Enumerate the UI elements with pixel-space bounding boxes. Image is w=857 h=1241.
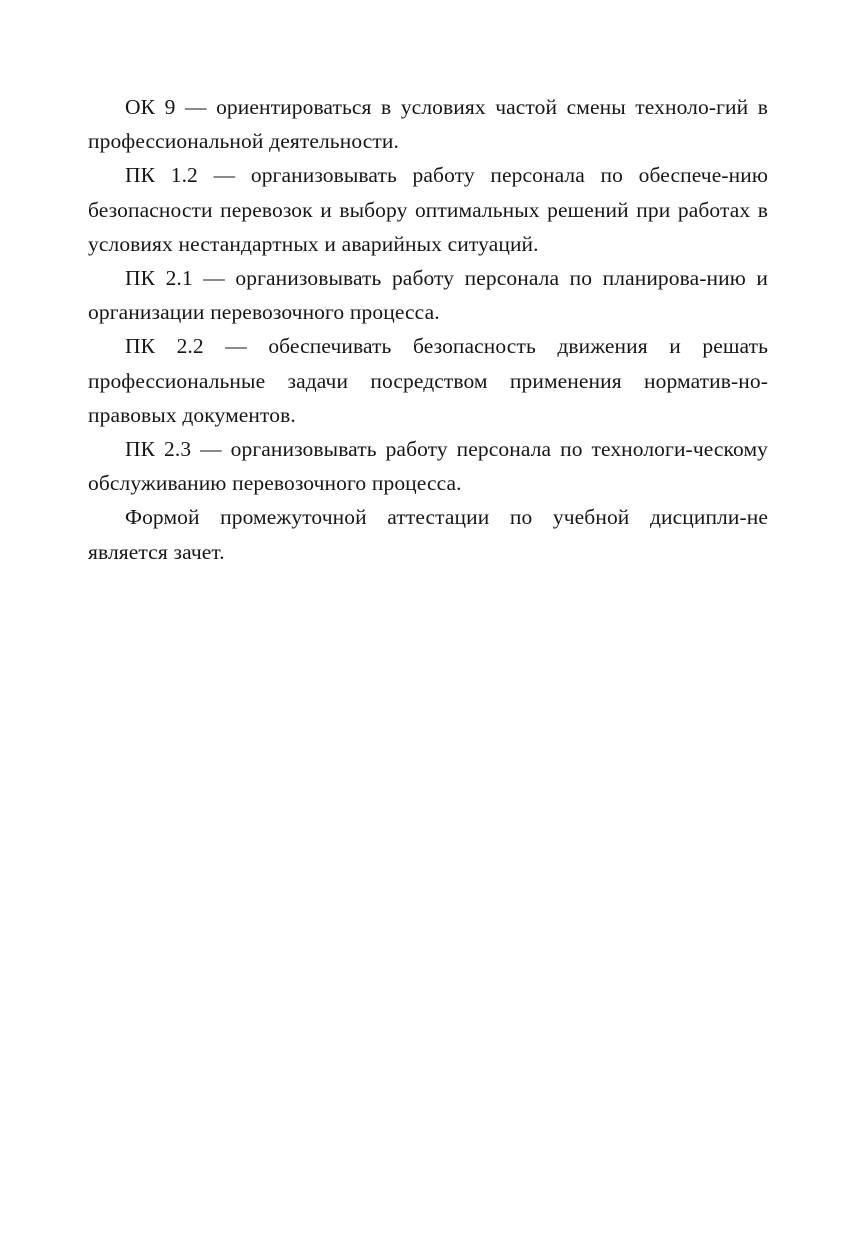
paragraph-pk-2-1: ПК 2.1 — организовывать работу персонала по планирова-нию и организации перевозочного процесса. (88, 266, 768, 325)
paragraph-pk-2-2: ПК 2.2 — обеспечивать безопасность движения и решать профессиональные задачи посредством применения норматив-но-правовых документов. (88, 334, 768, 427)
paragraph-pk-2-3: ПК 2.3 — организовывать работу персонала по технологи-ческому обслуживанию перевозочного процесса. (88, 437, 768, 496)
paragraph-attestation: Формой промежуточной аттестации по учебной дисципли-не является зачет. (88, 505, 768, 564)
body-text-column (88, 90, 768, 569)
paragraph-pk-1-2: ПК 1.2 — организовывать работу персонала по обеспече-нию безопасности перевозок и выбору оптимальных решений при работах в условиях нестандартных и аварийных ситуаций. (88, 163, 768, 256)
paragraph-ok-9: ОК 9 — ориентироваться в условиях частой смены техноло-гий в профессиональной деятельности. (88, 95, 768, 154)
